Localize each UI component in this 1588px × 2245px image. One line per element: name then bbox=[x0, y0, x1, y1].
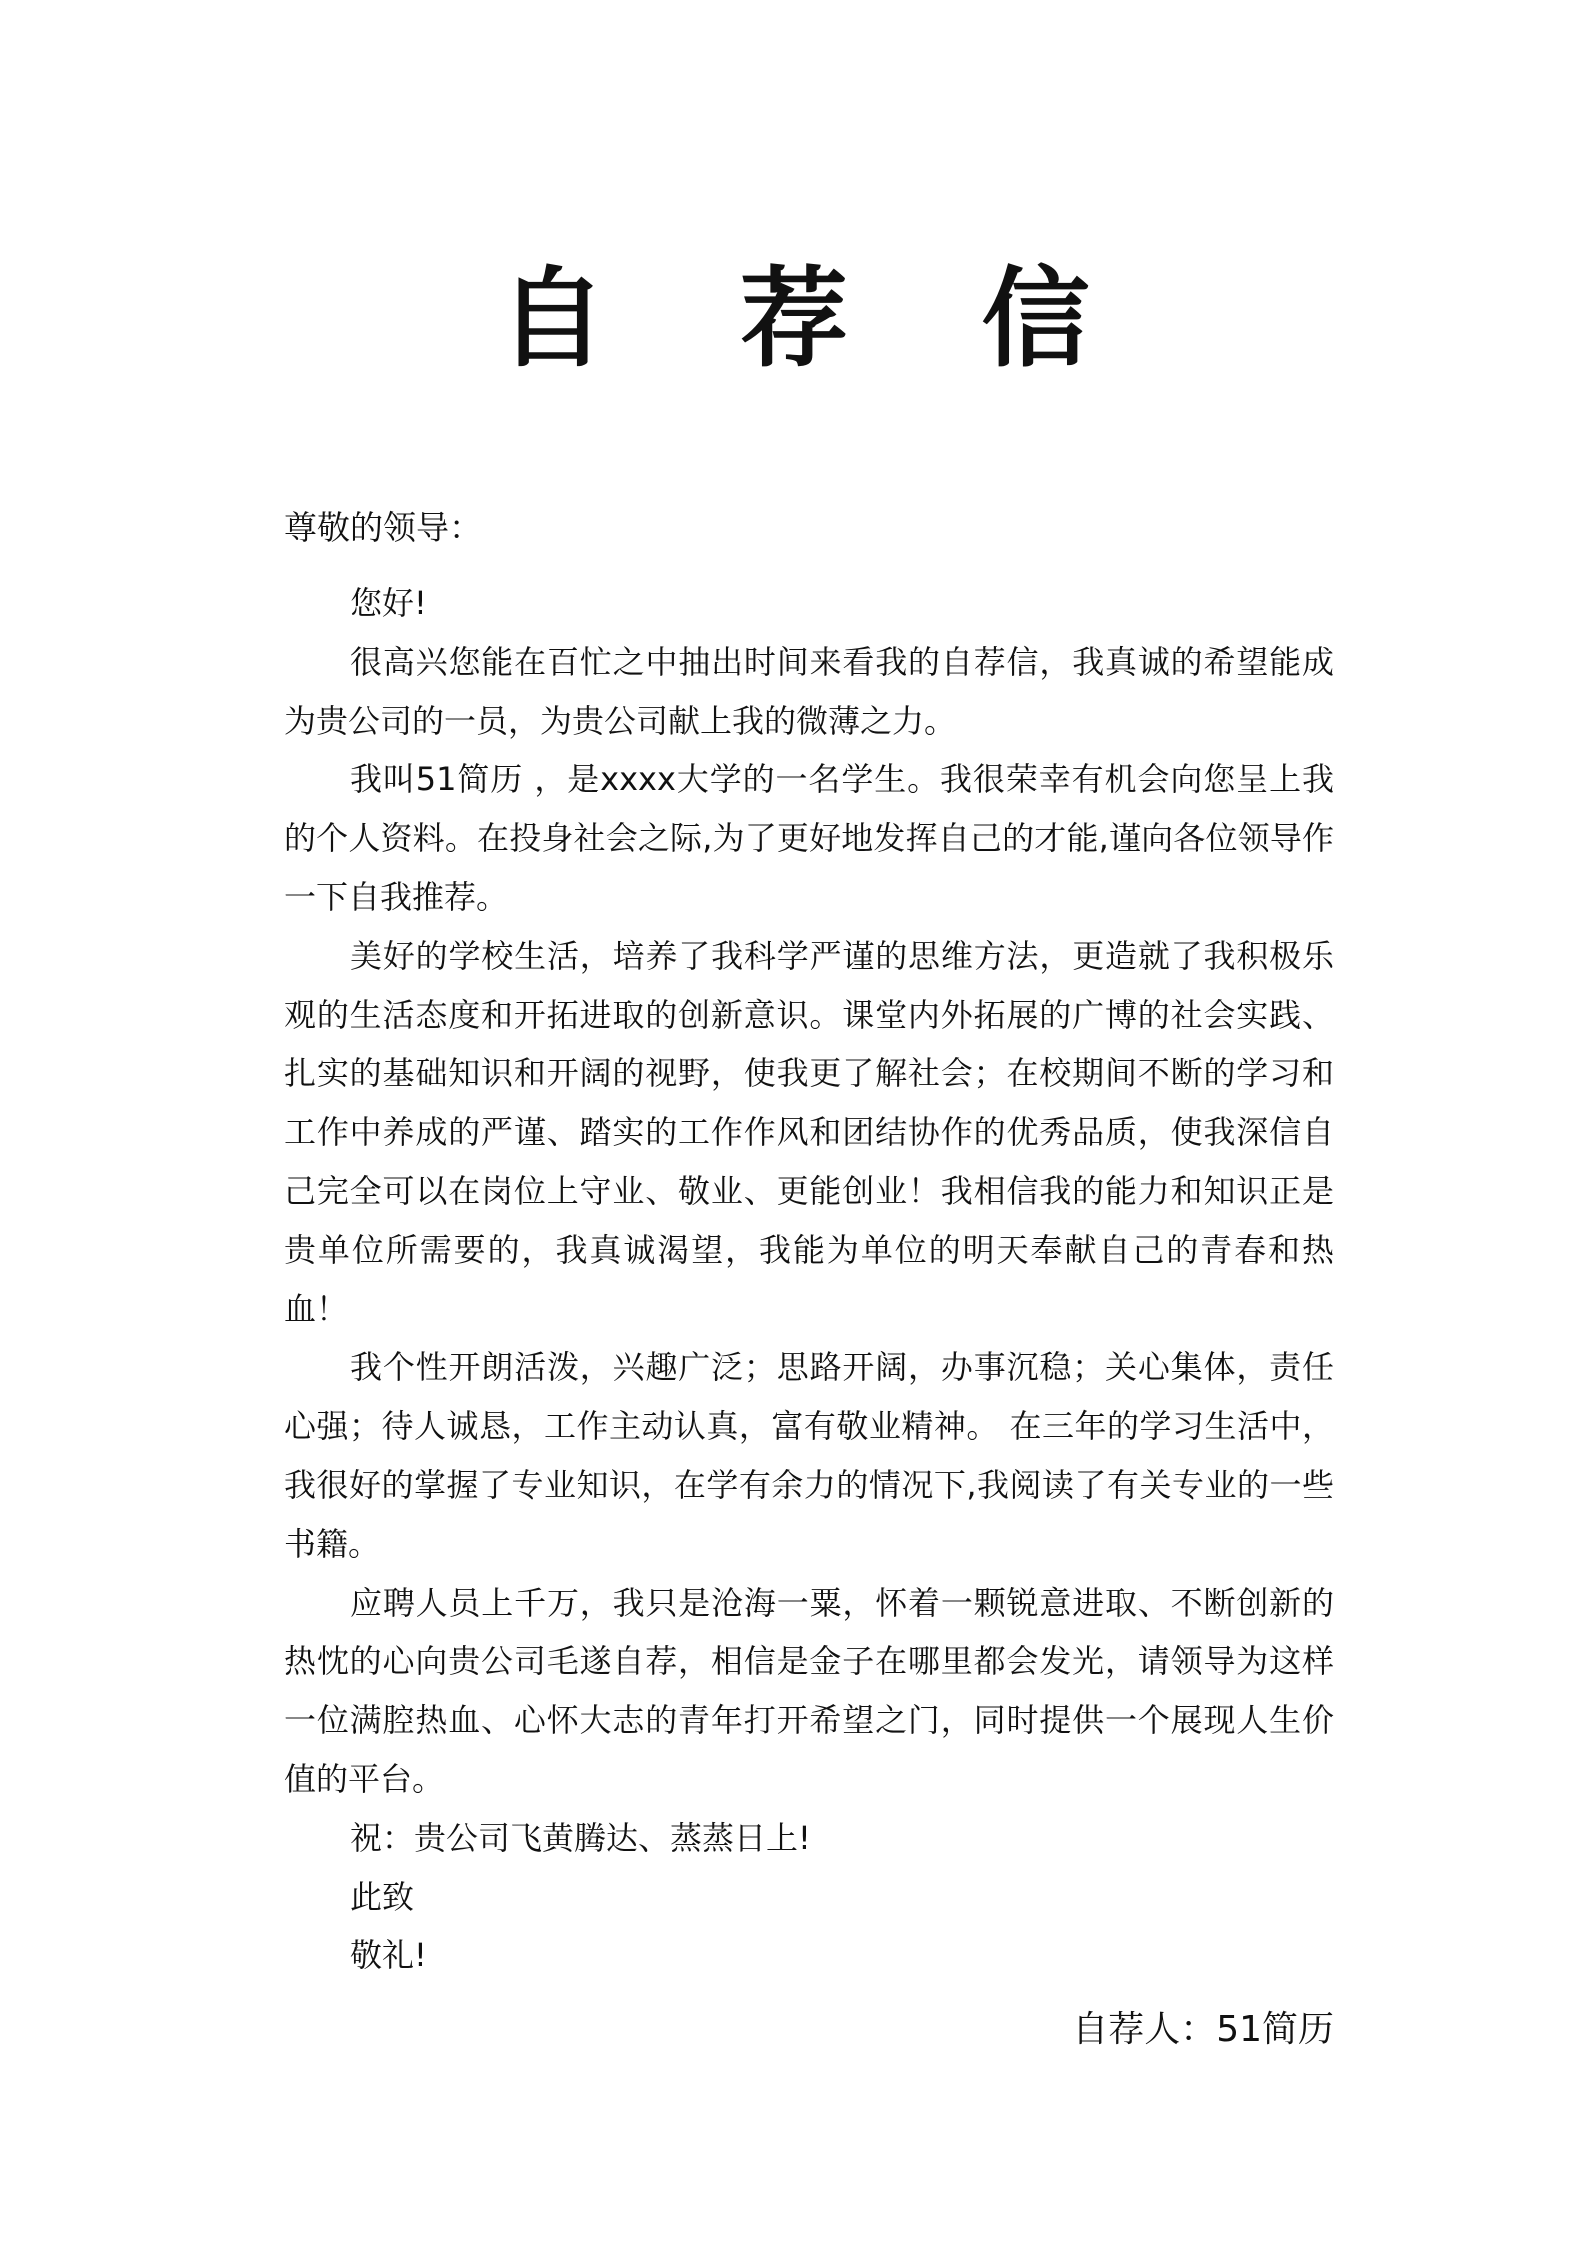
wish-line: 祝：贵公司飞黄腾达、蒸蒸日上! bbox=[350, 1818, 811, 1857]
greeting: 您好! bbox=[350, 584, 427, 622]
page-title: 自 荐 信 bbox=[498, 257, 1138, 382]
letter-body bbox=[284, 574, 1334, 1985]
signature: 自荐人：51简历 bbox=[1072, 2009, 1334, 2050]
paragraph-self-introduction: 我叫51简历 ，是xxxx大学的一名学生。我很荣幸有机会向您呈上我的个人资料。在投身社会之际,为了更好地发挥自己的才能,谨向各位领导作一下自我推荐。 bbox=[284, 760, 1334, 916]
closing-line-1: 此致 bbox=[350, 1877, 415, 1916]
paragraph-personality: 我个性开朗活泼，兴趣广泛；思路开阔，办事沉稳；关心集体，责任心强；待人诚恳，工作主动认真，富有敬业精神。 在三年的学习生活中，我很好的掌握了专业知识，在学有余力的情况下,我阅读了有关专业的一些书籍。 bbox=[284, 1348, 1334, 1563]
closing-line-2: 敬礼! bbox=[350, 1936, 427, 1975]
paragraph-closing-appeal: 应聘人员上千万，我只是沧海一粟，怀着一颗锐意进取、不断创新的热忱的心向贵公司毛遂自荐，相信是金子在哪里都会发光，请领导为这样一位满腔热血、心怀大志的青年打开希望之门，同时提供一个展现人生价值的平台。 bbox=[284, 1583, 1334, 1798]
paragraph-intro: 很高兴您能在百忙之中抽出时间来看我的自荐信，我真诚的希望能成为贵公司的一员，为贵公司献上我的微薄之力。 bbox=[284, 642, 1334, 740]
salutation: 尊敬的领导： bbox=[284, 508, 482, 547]
paragraph-education: 美好的学校生活，培养了我科学严谨的思维方法，更造就了我积极乐观的生活态度和开拓进取的创新意识。课堂内外拓展的广博的社会实践、扎实的基础知识和开阔的视野，使我更了解社会；在校期间不断的学习和工作中养成的严谨、踏实的工作作风和团结协作的优秀品质，使我深信自己完全可以在岗位上守业、敬业、更能创业！我相信我的能力和知识正是贵单位所需要的，我真诚渴望，我能为单位的明天奉献自己的青春和热血！ bbox=[284, 936, 1334, 1328]
